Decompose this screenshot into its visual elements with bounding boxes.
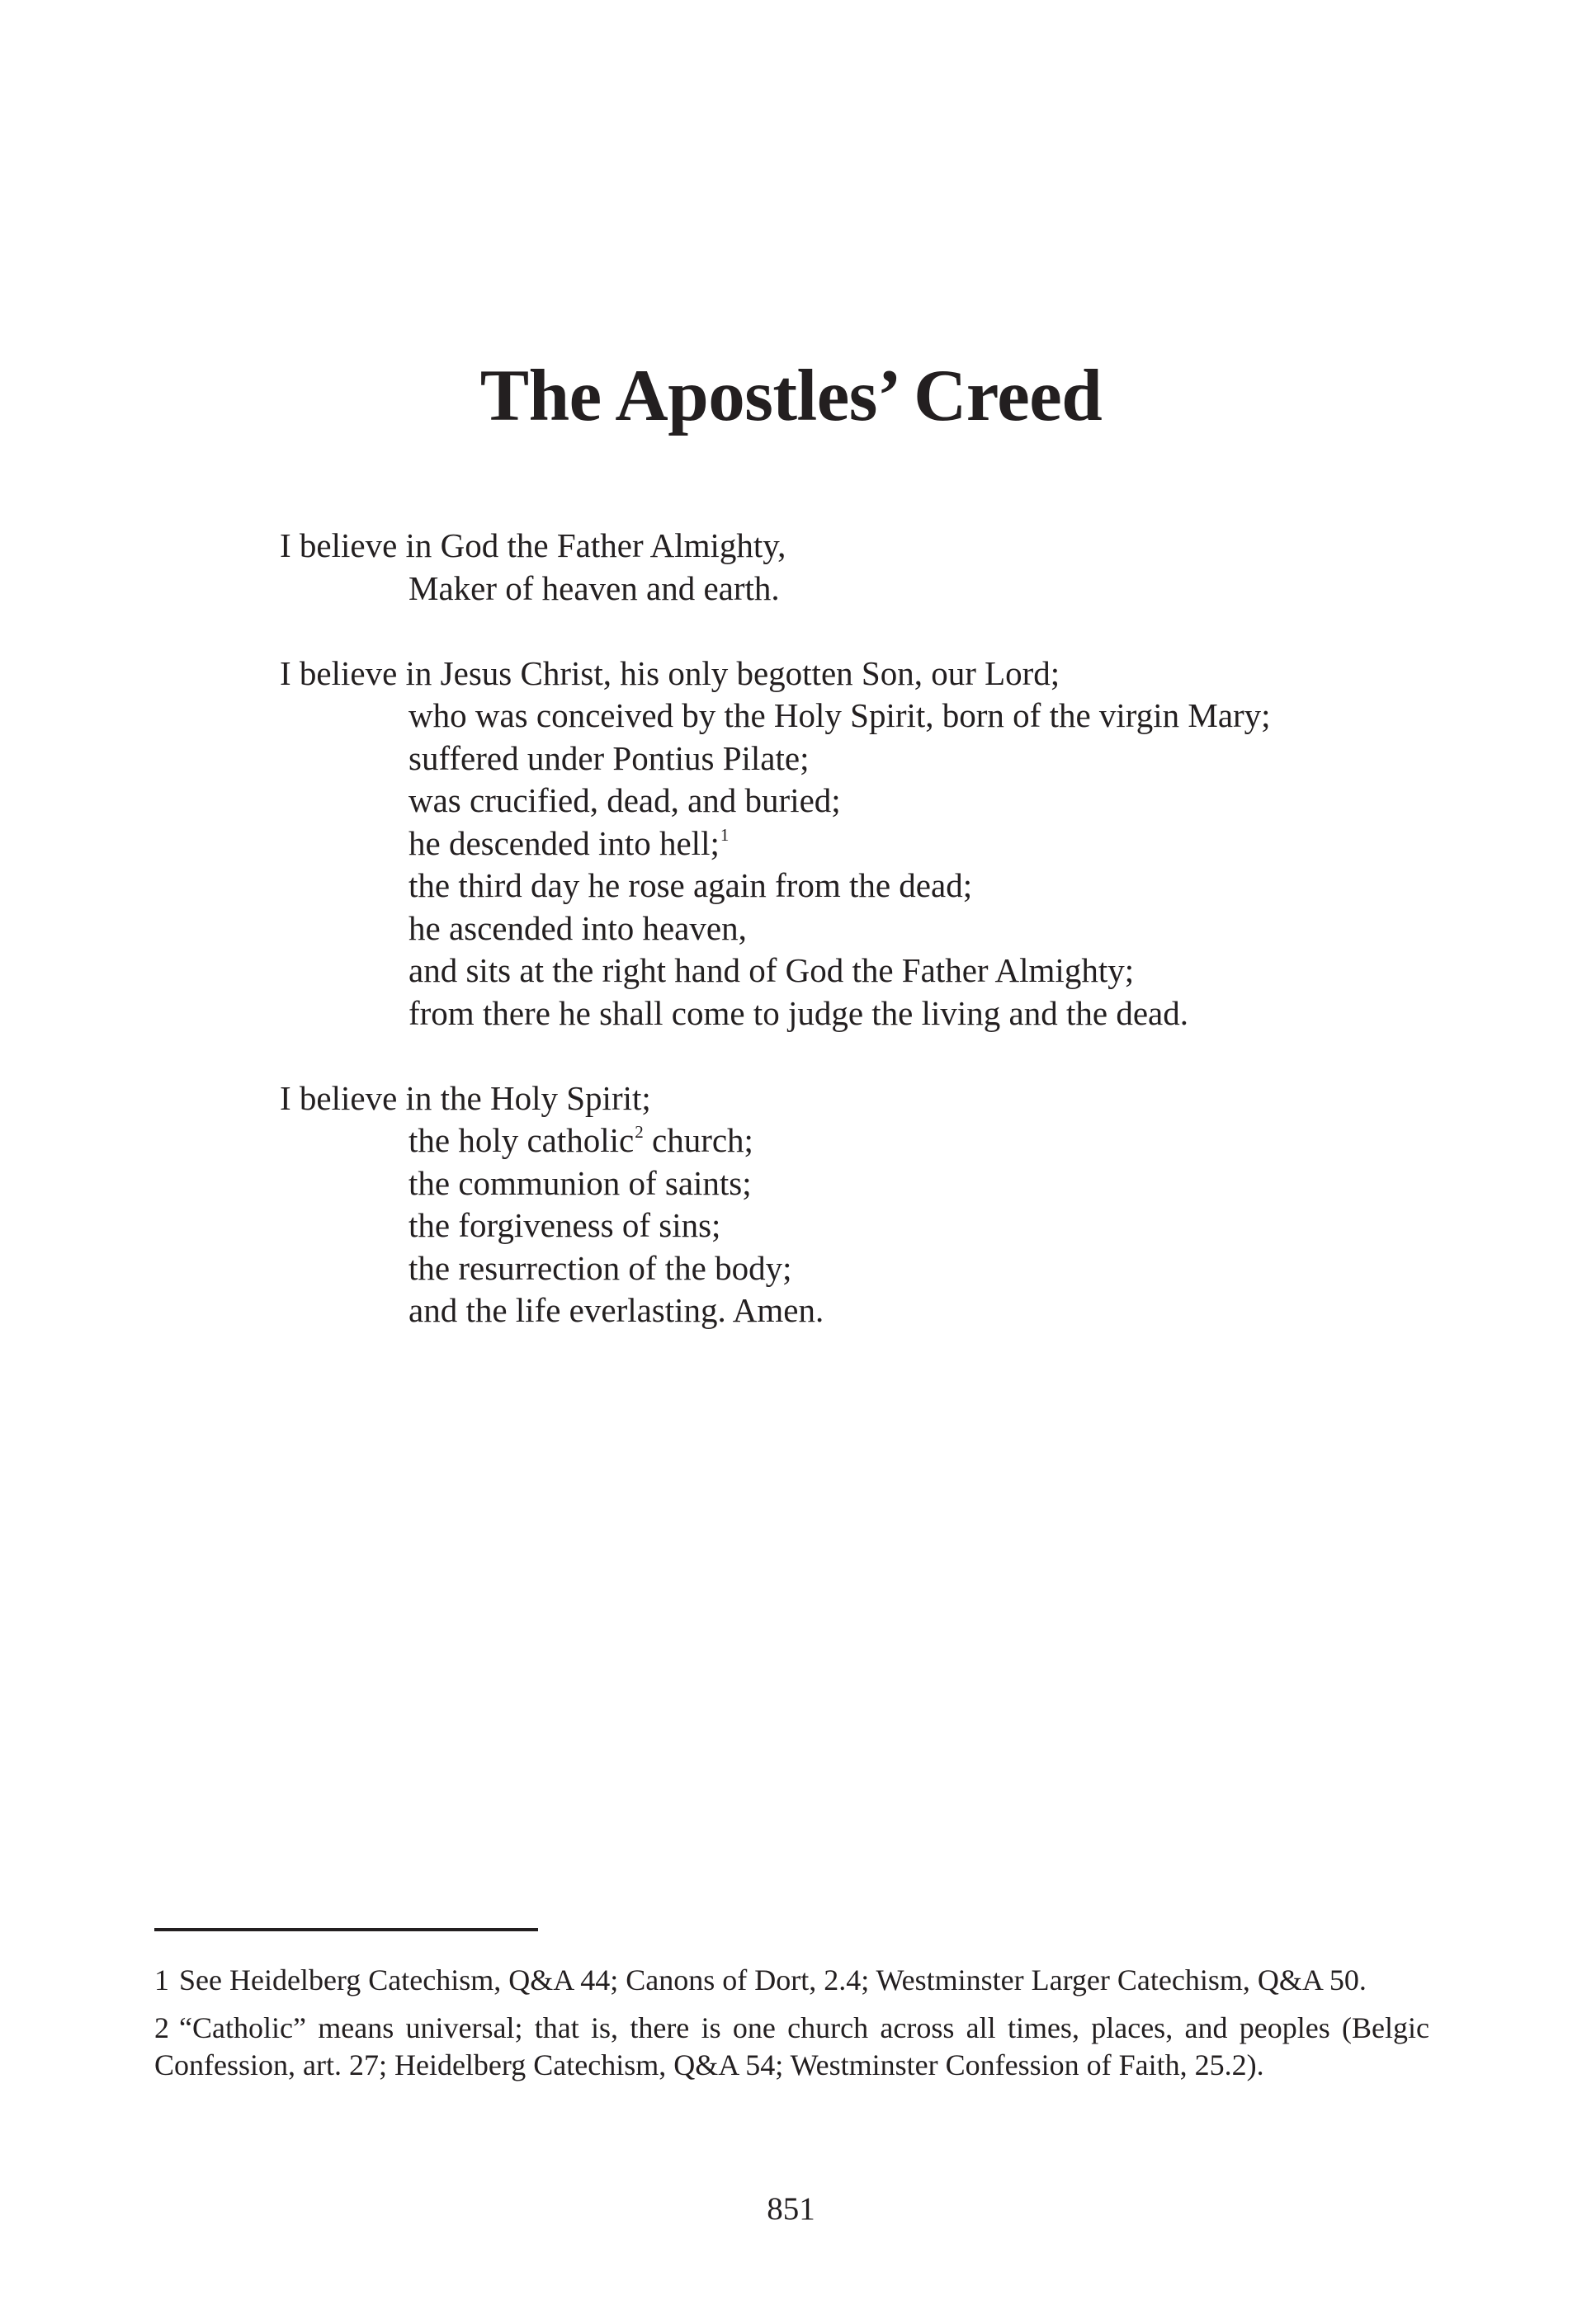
creed-line: I believe in the Holy Spirit;	[280, 1078, 651, 1117]
creed-line: Maker of heaven and earth.	[408, 568, 780, 607]
footnotes	[154, 1962, 1429, 2095]
creed-line: the forgiveness of sins;	[408, 1206, 721, 1244]
stanza-god-the-father	[280, 525, 1476, 610]
creed-line: who was conceived by the Holy Spirit, born of the virgin Mary;	[408, 696, 1271, 734]
creed-line: the third day he rose again from the dead;	[408, 866, 973, 904]
footnote-number: 2	[154, 2011, 169, 2044]
footnote-divider	[154, 1928, 538, 1931]
footnote-number: 1	[154, 1963, 169, 1996]
page-title: The Apostles’ Creed	[479, 356, 1103, 436]
creed-line-text: the holy catholic	[408, 1121, 635, 1159]
footnote-1	[154, 1962, 1429, 2000]
creed-line: I believe in God the Father Almighty,	[280, 526, 786, 564]
creed-line: suffered under Pontius Pilate;	[408, 738, 810, 777]
creed-line: I believe in Jesus Christ, his only begotten Son, our Lord;	[280, 653, 1060, 692]
creed-line: the communion of saints;	[408, 1163, 752, 1202]
creed-line-text: he descended into hell;	[408, 823, 720, 862]
creed-text	[280, 525, 1476, 1374]
creed-line-with-footnote	[280, 1120, 1476, 1162]
creed-line: the resurrection of the body;	[408, 1248, 792, 1287]
creed-line-with-footnote	[280, 823, 1476, 865]
page-number: 851	[767, 2191, 815, 2227]
creed-line: from there he shall come to judge the living and the dead.	[408, 993, 1188, 1032]
footnote-2	[154, 2010, 1429, 2085]
footnote-reference-1[interactable]: 1	[720, 824, 730, 845]
footnote-reference-2[interactable]: 2	[635, 1122, 644, 1142]
footnote-text: See Heidelberg Catechism, Q&A 44; Canons of Dort, 2.4; Westminster Larger Catechism, Q&A 50.	[179, 1963, 1367, 1996]
creed-line: and the life everlasting. Amen.	[408, 1291, 824, 1329]
footnote-text: “Catholic” means universal; that is, there is one church across all times, places, and peoples (Belgic Confession, art. 27; Heidelberg Catechism, Q&A 54; Westminster Confession of Faith, 25.2).	[154, 2011, 1429, 2081]
creed-line: he ascended into heaven,	[408, 908, 747, 947]
stanza-holy-spirit	[280, 1077, 1476, 1332]
creed-line: was crucified, dead, and buried;	[408, 781, 841, 819]
stanza-jesus-christ	[280, 653, 1476, 1035]
creed-line-text: church;	[643, 1121, 753, 1159]
creed-line: and sits at the right hand of God the Father Almighty;	[408, 951, 1135, 989]
